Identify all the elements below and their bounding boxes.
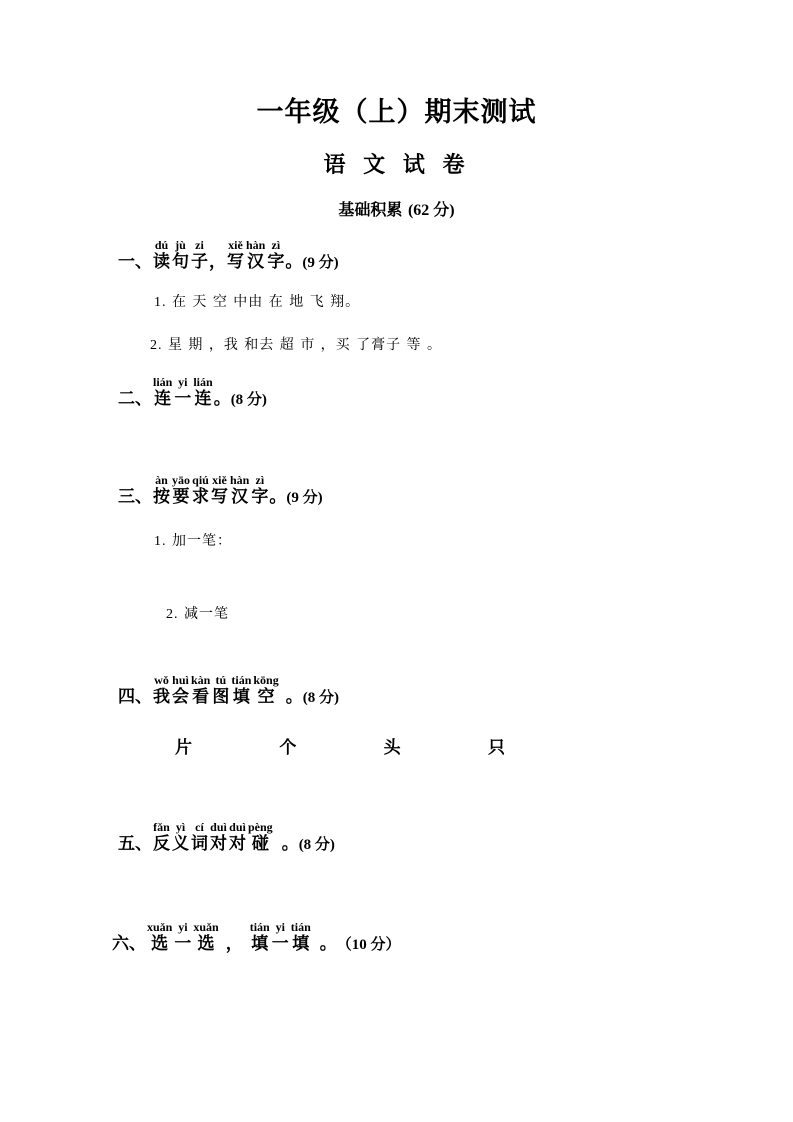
question-5-number: 五、 bbox=[118, 834, 152, 854]
ruby-char: yi 一 bbox=[174, 375, 192, 409]
punctuation: 。 bbox=[285, 252, 303, 272]
ruby-char: yi 一 bbox=[174, 920, 192, 954]
punctuation: 。 bbox=[319, 934, 337, 954]
ruby-char: fǎn 反 bbox=[153, 820, 170, 854]
ruby-char: hàn 汉 bbox=[230, 473, 250, 507]
item-text: 星 期 ，我 和去 超 市 ，买 了膏子 等 。 bbox=[167, 337, 443, 353]
question-3-item-2 bbox=[166, 603, 229, 623]
question-4 bbox=[118, 673, 339, 708]
ruby-char: kàn 看 bbox=[191, 673, 211, 707]
punctuation: ， bbox=[209, 252, 226, 272]
ruby-char: wǒ 我 bbox=[153, 673, 170, 707]
page-title: 一年级（上）期末测试 bbox=[256, 97, 537, 128]
question-5-heading bbox=[118, 820, 335, 855]
section-marks: (62 分) bbox=[407, 201, 455, 219]
ruby-char: pèng 碰 bbox=[248, 820, 273, 854]
question-1 bbox=[118, 238, 339, 273]
question-1-marks: (9 分) bbox=[302, 255, 339, 271]
ruby-char: zi 子 bbox=[191, 238, 208, 272]
ruby-char: xiě 写 bbox=[211, 473, 228, 507]
question-2-number: 二、 bbox=[118, 389, 152, 409]
ruby-char: jù 句 bbox=[172, 238, 189, 272]
question-4-answer-row bbox=[175, 738, 505, 759]
question-4-heading bbox=[118, 673, 339, 708]
question-1-item-1 bbox=[154, 291, 360, 311]
ruby-char: yi 一 bbox=[271, 920, 289, 954]
ruby-char: duì 对 bbox=[210, 820, 227, 854]
item-text: 加一笔： bbox=[171, 533, 232, 549]
question-6 bbox=[112, 920, 401, 955]
answer-char: 只 bbox=[487, 738, 505, 758]
ruby-char: xiě 写 bbox=[227, 238, 244, 272]
question-1-item-2 bbox=[150, 334, 442, 354]
ruby-char: dú 读 bbox=[153, 238, 170, 272]
question-1-heading bbox=[118, 238, 339, 273]
punctuation: 。 bbox=[213, 389, 231, 409]
question-6-marks: （10 分） bbox=[336, 937, 401, 953]
ruby-char: yì 义 bbox=[172, 820, 189, 854]
question-4-marks: (8 分) bbox=[302, 690, 339, 706]
ruby-char: hàn 汉 bbox=[246, 238, 266, 272]
punctuation: ， bbox=[225, 934, 243, 954]
ruby-char: xuǎn 选 bbox=[193, 920, 219, 954]
ruby-char: zì 字 bbox=[267, 238, 285, 272]
answer-char: 片 bbox=[175, 738, 192, 758]
ruby-char: zì 字 bbox=[251, 473, 269, 507]
question-1-number: 一、 bbox=[118, 252, 152, 272]
question-5-marks: (8 分) bbox=[298, 837, 335, 853]
ruby-char: xuǎn 选 bbox=[147, 920, 173, 954]
answer-char: 个 bbox=[279, 738, 297, 758]
ruby-char: lián 连 bbox=[153, 375, 173, 409]
ruby-char: huì 会 bbox=[172, 673, 189, 707]
item-text: 减一笔 bbox=[183, 606, 229, 622]
ruby-char: yāo 要 bbox=[172, 473, 190, 507]
question-3 bbox=[118, 473, 323, 508]
question-4-number: 四、 bbox=[118, 687, 152, 707]
question-3-heading bbox=[118, 473, 323, 508]
ruby-char: cí 词 bbox=[191, 820, 208, 854]
ruby-char: tián 填 bbox=[249, 920, 270, 954]
question-6-heading bbox=[112, 920, 401, 955]
question-2-heading bbox=[118, 375, 267, 410]
item-label: 2. bbox=[166, 607, 179, 622]
answer-char: 头 bbox=[383, 738, 401, 758]
section-header bbox=[0, 179, 793, 220]
page-subtitle: 语 文 试 卷 bbox=[323, 152, 470, 178]
punctuation: 。 bbox=[269, 487, 287, 507]
question-3-item-1 bbox=[154, 530, 232, 550]
section-label: 基础积累 bbox=[338, 199, 403, 219]
punctuation: 。 bbox=[281, 834, 299, 854]
ruby-char: tián 填 bbox=[290, 920, 311, 954]
ruby-char: tú 图 bbox=[212, 673, 230, 707]
ruby-char: tián 填 bbox=[231, 673, 252, 707]
ruby-char: duì 对 bbox=[229, 820, 246, 854]
item-label: 1. bbox=[154, 295, 167, 310]
item-text: 在 天 空 中由 在 地 飞 翔。 bbox=[171, 294, 361, 310]
punctuation: 。 bbox=[285, 687, 303, 707]
question-5 bbox=[118, 820, 335, 855]
question-6-number: 六、 bbox=[112, 934, 146, 954]
question-3-number: 三、 bbox=[118, 487, 152, 507]
item-label: 1. bbox=[154, 534, 167, 549]
ruby-char: qiú 求 bbox=[192, 473, 209, 507]
question-2-marks: (8 分) bbox=[230, 392, 267, 408]
question-3-marks: (9 分) bbox=[286, 490, 323, 506]
item-label: 2. bbox=[150, 338, 163, 353]
ruby-char: àn 按 bbox=[153, 473, 170, 507]
ruby-char: lián 连 bbox=[193, 375, 213, 409]
question-2 bbox=[118, 375, 267, 410]
ruby-char: kōng 空 bbox=[253, 673, 279, 707]
